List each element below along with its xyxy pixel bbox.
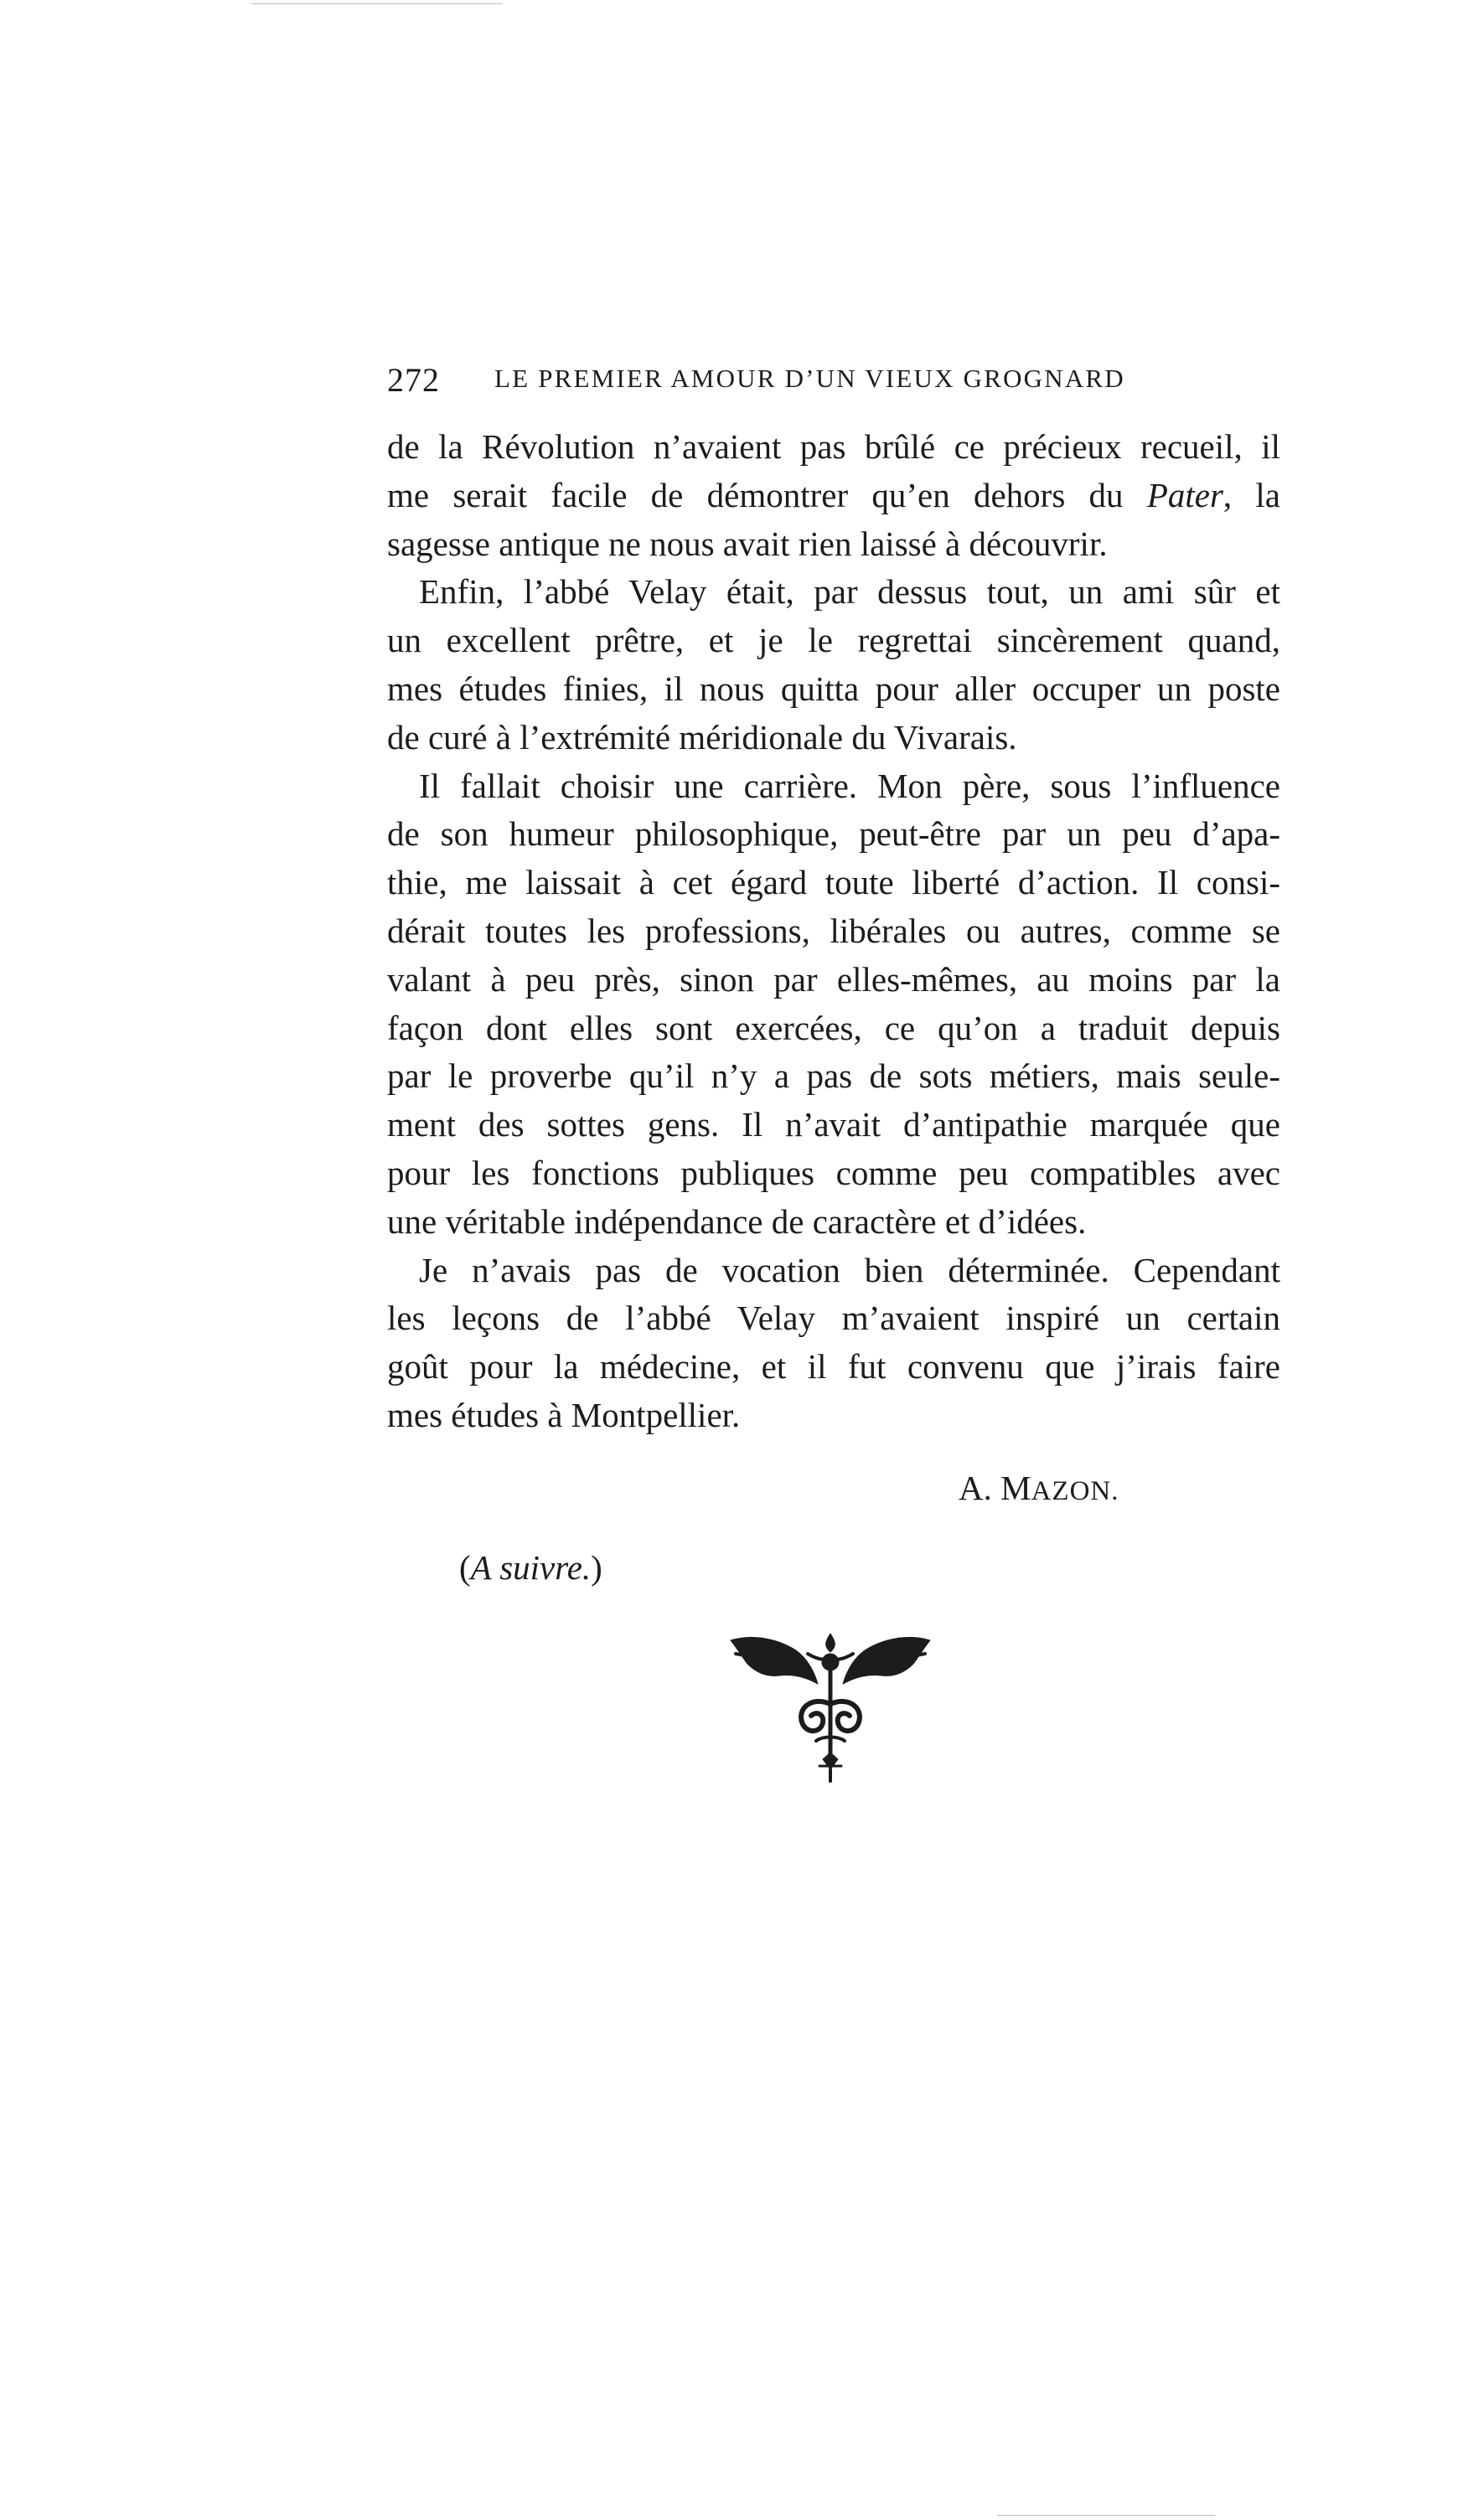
close-paren: )	[591, 1548, 602, 1587]
text-line: mes études finies, il nous quitta pour aller occuper un poste	[387, 669, 1280, 708]
running-title: LE PREMIER AMOUR D’UN VIEUX GROGNARD	[494, 364, 1125, 393]
text-line: de la Révolution n’avaient pas brûlé ce précieux recueil, il	[387, 427, 1280, 466]
text-line: goût pour la médecine, et il fut convenu que j’irais faire	[387, 1347, 1280, 1387]
top-margin-mark	[251, 3, 503, 4]
to-be-continued	[459, 1547, 602, 1588]
text-line-part: , la	[1222, 475, 1281, 514]
continued-text: A suivre.	[470, 1548, 592, 1587]
body-text	[387, 423, 1280, 1440]
text-line: thie, me laissait à cet égard toute liberté d’action. Il consi-	[387, 863, 1280, 902]
text-line: pour les fonctions publiques comme peu compatibles avec	[387, 1153, 1280, 1192]
text-line: de son humeur philosophique, peut-être par un peu d’apa-	[387, 814, 1280, 854]
text-line: par le proverbe qu’il n’y a pas de sots métiers, mais seule-	[387, 1056, 1280, 1096]
author-signature	[959, 1468, 1119, 1508]
text-line: de curé à l’extrémité méridionale du Vivarais.	[387, 717, 1017, 757]
text-line: les leçons de l’abbé Velay m’avaient inspiré un certain	[387, 1299, 1280, 1338]
text-line: dérait toutes les professions, libérales ou autres, comme se	[387, 911, 1280, 950]
running-head	[387, 360, 1225, 400]
page-number: 272	[387, 361, 440, 399]
text-line: mes études à Montpellier.	[387, 1395, 741, 1434]
text-line: une véritable indépendance de caractère et d’idées.	[387, 1201, 1087, 1241]
italic-word: Pater	[1146, 475, 1223, 514]
signature-initial: A. M	[959, 1469, 1031, 1507]
fleuron-icon	[727, 1629, 933, 1784]
text-line: un excellent prêtre, et je le regrettai sincèrement quand,	[387, 621, 1280, 660]
text-line: Enfin, l’abbé Velay était, par dessus tout, un ami sûr et	[419, 572, 1280, 612]
text-line: sagesse antique ne nous avait rien laissé à découvrir.	[387, 524, 1108, 563]
open-paren: (	[459, 1548, 471, 1587]
text-line-part: me serait facile de démontrer qu’en dehors du	[387, 475, 1147, 514]
bottom-margin-mark	[997, 2515, 1215, 2516]
text-line: ment des sottes gens. Il n’avait d’antipathie marquée que	[387, 1105, 1280, 1144]
text-line: valant à peu près, sinon par elles-mêmes, au moins par la	[387, 959, 1280, 999]
text-line: Je n’avais pas de vocation bien déterminée. Cependant	[419, 1250, 1280, 1289]
text-line: Il fallait choisir une carrière. Mon père, sous l’influence	[419, 766, 1280, 805]
text-line: façon dont elles sont exercées, ce qu’on a traduit depuis	[387, 1008, 1280, 1047]
signature-rest: AZON.	[1031, 1476, 1119, 1506]
text-line	[387, 472, 1280, 520]
